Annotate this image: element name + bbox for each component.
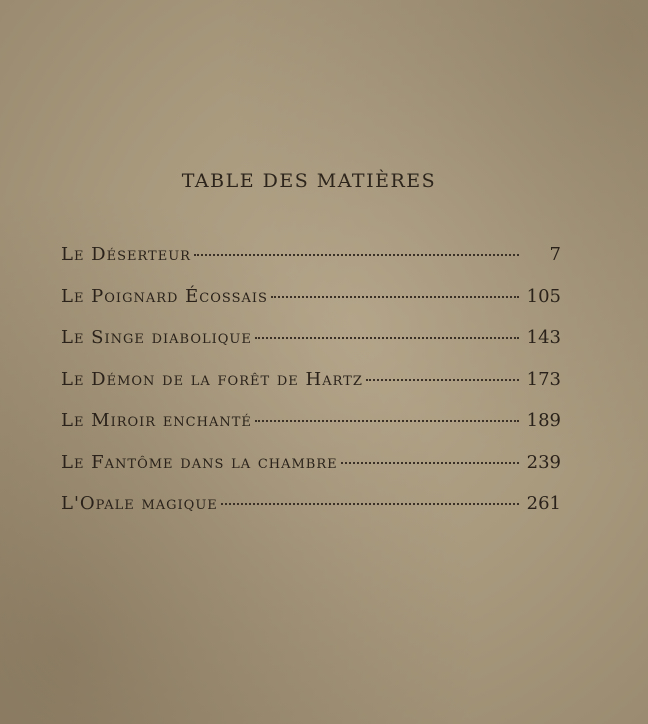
toc-entry-title: L'Opale magique	[61, 493, 218, 514]
toc-entry-page: 189	[526, 410, 561, 431]
dot-leader	[341, 462, 519, 464]
dot-leader	[255, 337, 519, 339]
toc-entry-page: 105	[526, 285, 561, 307]
dot-leader	[255, 420, 519, 422]
toc-entry-title: Le Déserteur	[61, 244, 191, 265]
toc-entry	[61, 410, 561, 452]
toc-entry-title: Le Démon de la forêt de Hartz	[61, 368, 363, 390]
toc-entry	[61, 244, 561, 286]
toc-entry-title: Le Poignard Écossais	[61, 285, 268, 307]
toc-entry	[61, 369, 561, 411]
dot-leader	[366, 379, 519, 381]
toc-entry	[61, 493, 561, 535]
toc-entry-page: 143	[526, 327, 561, 348]
toc-entry-title: Le Miroir enchanté	[61, 410, 252, 431]
table-of-contents	[61, 244, 561, 535]
toc-entry-page: 261	[526, 493, 561, 514]
toc-entry-page: 7	[549, 244, 561, 265]
toc-entry	[61, 452, 561, 494]
toc-entry	[61, 286, 561, 328]
dot-leader	[271, 296, 519, 298]
toc-entry-page: 173	[526, 368, 561, 390]
dot-leader	[221, 503, 519, 505]
toc-entry-title: Le Fantôme dans la chambre	[61, 451, 338, 473]
toc-entry-page: 239	[526, 451, 561, 473]
toc-entry	[61, 327, 561, 369]
toc-entry-title: Le Singe diabolique	[61, 327, 252, 348]
page-title: TABLE DES MATIÈRES	[181, 170, 437, 192]
dot-leader	[194, 254, 519, 256]
